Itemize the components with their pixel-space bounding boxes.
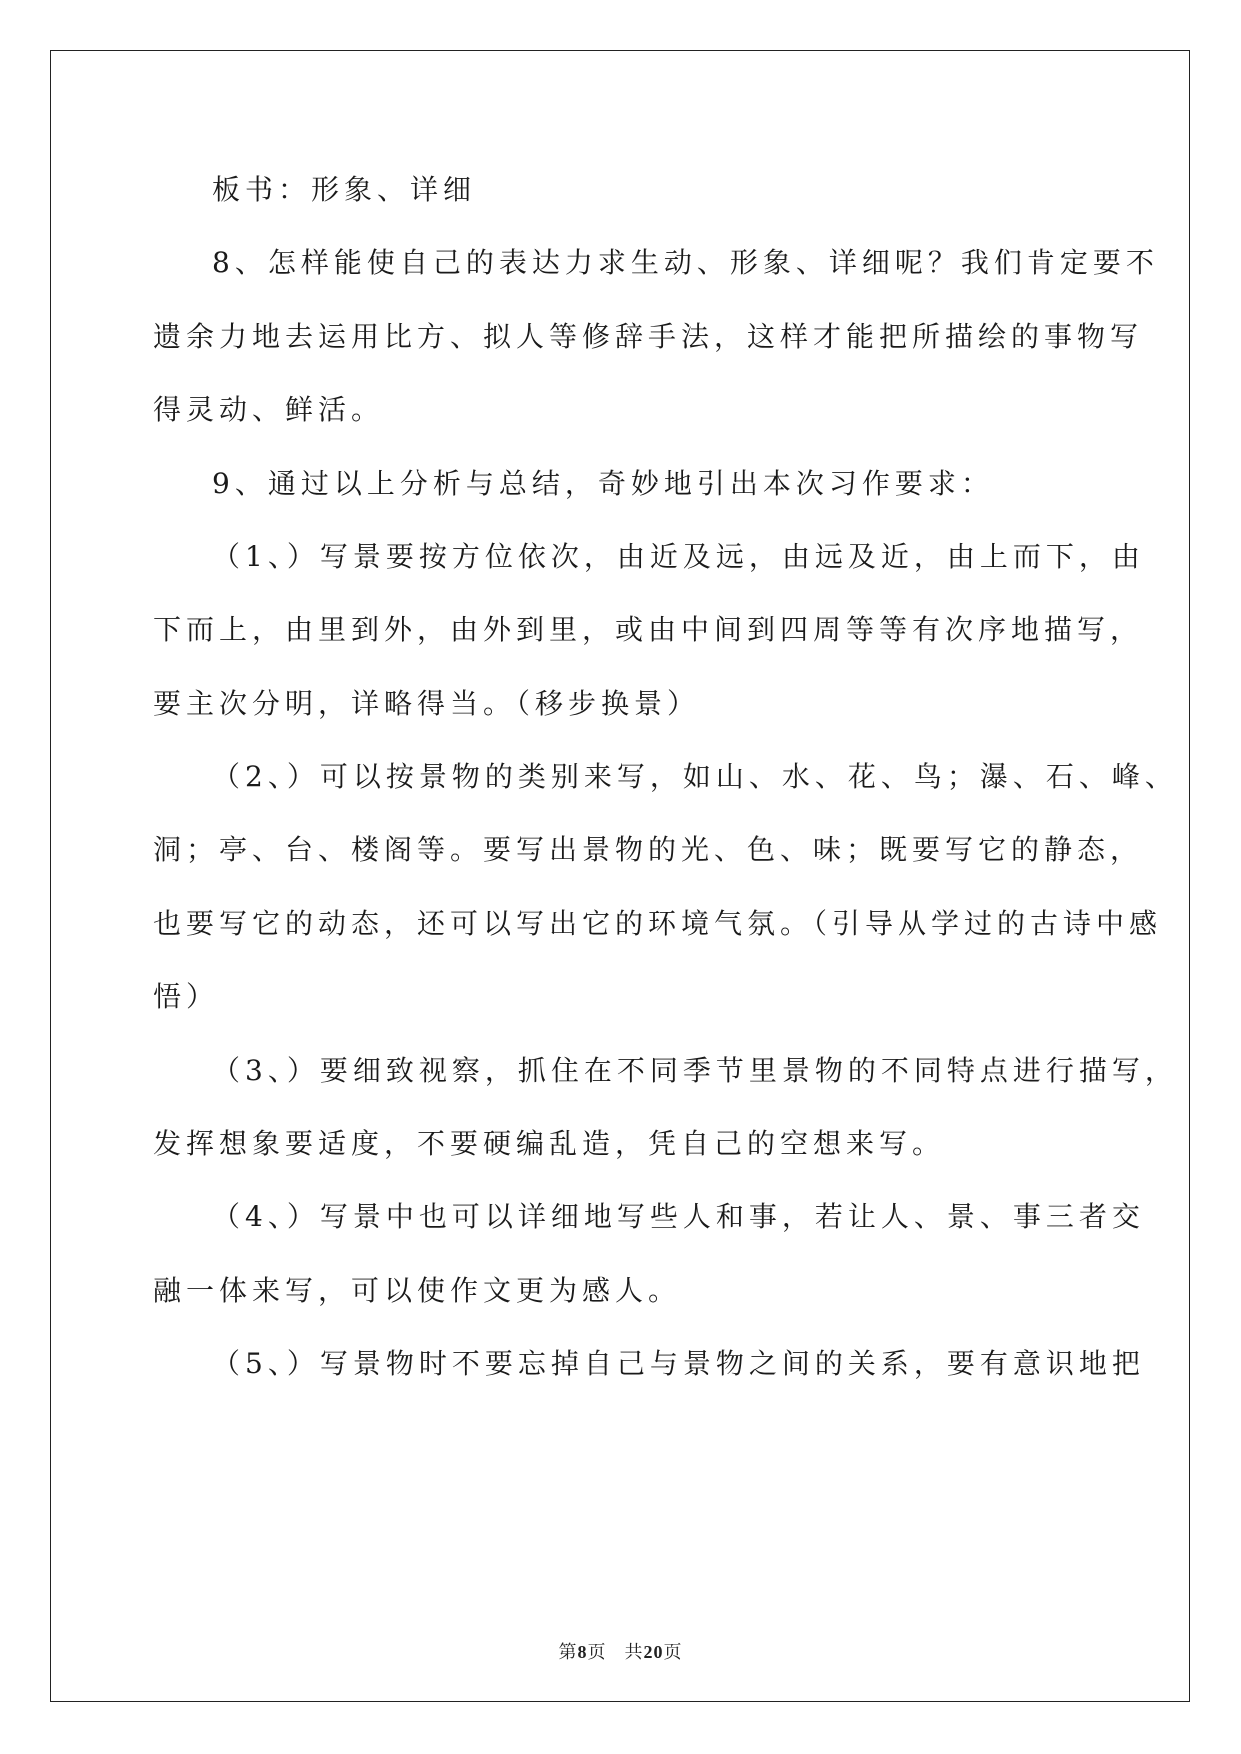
total-pages: 20 [643, 1642, 664, 1662]
page-footer [0, 1640, 1241, 1665]
text-line: （5、）写景物时不要忘掉自己与景物之间的关系，要有意识地把 [212, 1347, 1145, 1380]
text-line: 下而上，由里到外，由外到里，或由中间到四周等等有次序地描写， [153, 613, 1144, 646]
text-line: 悟） [153, 980, 220, 1013]
page-suffix: 页 [587, 1642, 607, 1663]
text-line: （4、）写景中也可以详细地写些人和事，若让人、景、事三者交 [212, 1200, 1145, 1233]
total-suffix: 页 [663, 1642, 683, 1663]
text-line: 板书：形象、详细 [212, 173, 477, 206]
page-number: 8 [577, 1642, 588, 1662]
text-line: （3、）要细致视察，抓住在不同季节里景物的不同特点进行描写， [212, 1054, 1178, 1087]
text-line: 8、怎样能使自己的表达力求生动、形象、详细呢？我们肯定要不 [212, 246, 1159, 279]
text-line: （2、）可以按景物的类别来写，如山、水、花、鸟；瀑、石、峰、 [212, 760, 1178, 793]
text-line: 遗余力地去运用比方、拟人等修辞手法，这样才能把所描绘的事物写 [153, 320, 1144, 353]
page-prefix: 第 [558, 1642, 578, 1663]
text-line: 要主次分明，详略得当。（移步换景） [153, 687, 701, 720]
total-prefix: 共 [624, 1642, 644, 1663]
text-line: 发挥想象要适度，不要硬编乱造，凭自己的空想来写。 [153, 1127, 946, 1160]
text-line: 融一体来写，可以使作文更为感人。 [153, 1274, 682, 1307]
text-line: （1、）写景要按方位依次，由近及远，由远及近，由上而下，由 [212, 540, 1145, 573]
text-line: 得灵动、鲜活。 [153, 393, 385, 426]
page-border [50, 50, 1190, 1702]
text-line: 9、通过以上分析与总结，奇妙地引出本次习作要求： [212, 467, 994, 500]
text-line: 也要写它的动态，还可以写出它的环境气氛。（引导从学过的古诗中感 [153, 907, 1163, 940]
text-line: 洞；亭、台、楼阁等。要写出景物的光、色、味；既要写它的静态， [153, 833, 1144, 866]
